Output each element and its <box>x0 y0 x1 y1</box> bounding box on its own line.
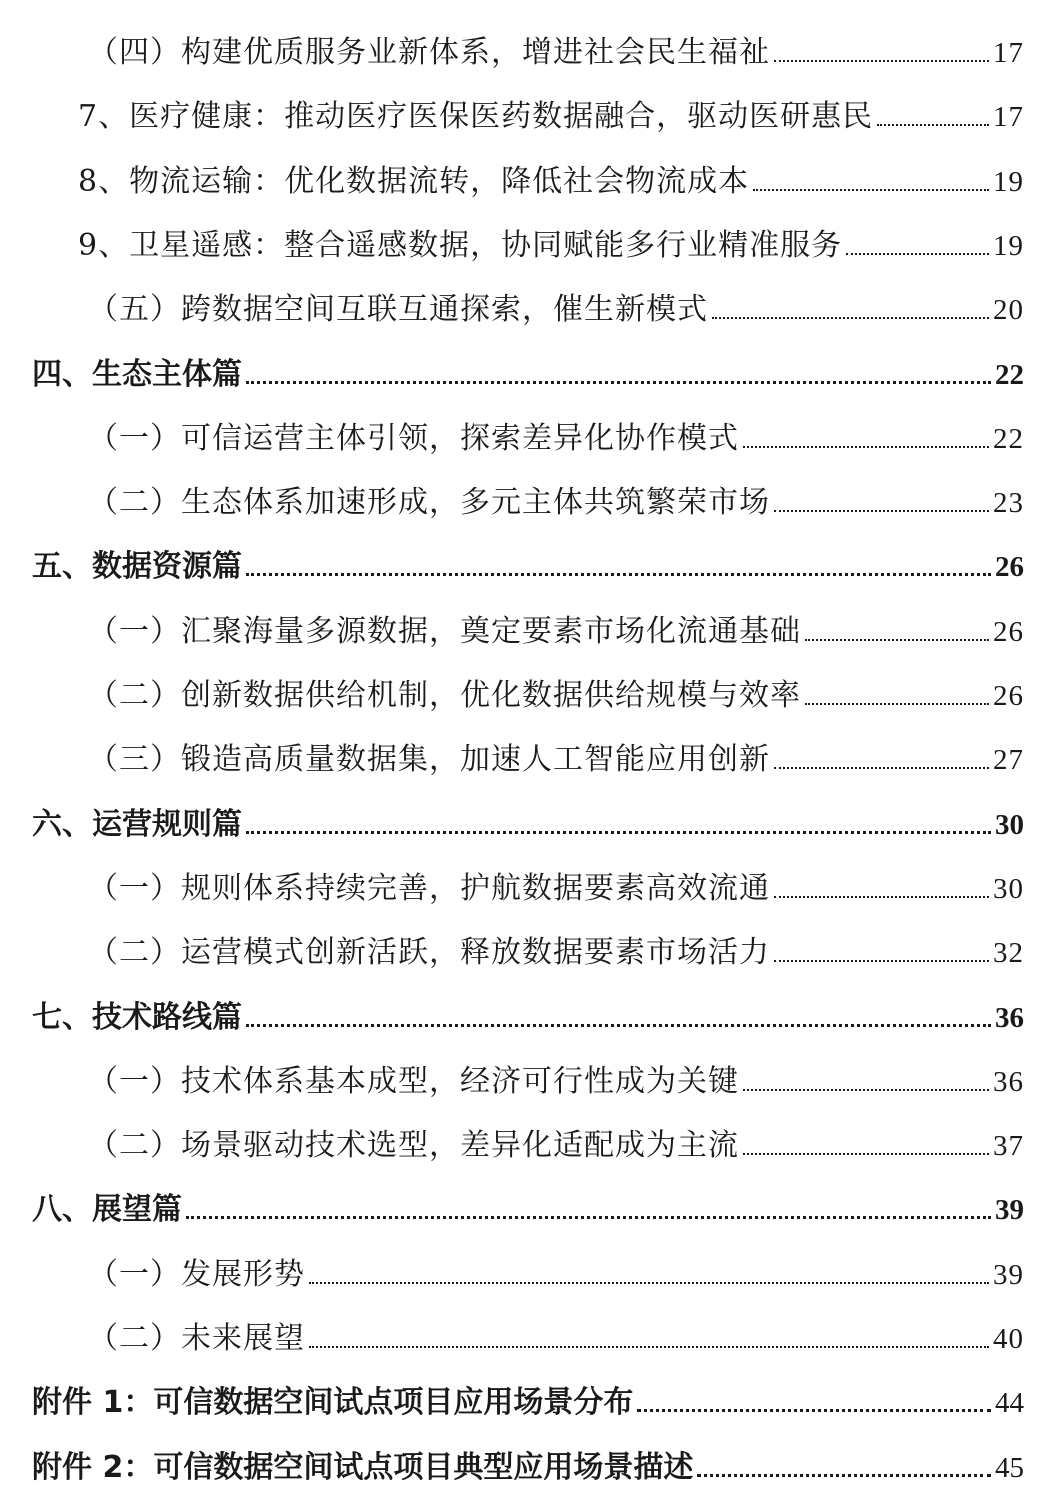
toc-entry-page-number: 19 <box>993 165 1024 198</box>
toc-entry-page-number: 23 <box>993 487 1024 520</box>
dot-leader <box>186 1216 991 1219</box>
toc-entry-page-number: 30 <box>995 808 1024 841</box>
toc-entry-title: （一）技术体系基本成型，经济可行性成为关键 <box>88 1063 739 1099</box>
toc-entry[interactable] <box>0 922 1024 971</box>
toc-entry-title: （四）构建优质服务业新体系，增进社会民生福祉 <box>88 35 770 70</box>
toc-entry[interactable] <box>0 151 1024 197</box>
toc-entry[interactable] <box>0 987 1024 1033</box>
toc-entry-page-number: 45 <box>995 1451 1024 1484</box>
toc-entry-page-number: 44 <box>995 1387 1024 1420</box>
toc-entry-title: 附件 2：可信数据空间试点项目典型应用场景描述 <box>32 1449 694 1485</box>
toc-entry[interactable] <box>0 1179 1024 1228</box>
toc-entry-title: 8、物流运输：优化数据流转，降低社会物流成本 <box>78 163 750 199</box>
dot-leader <box>309 1282 989 1284</box>
toc-entry-page-number: 26 <box>993 615 1024 648</box>
toc-entry[interactable] <box>0 1115 1024 1164</box>
dot-leader <box>774 510 989 512</box>
toc-entry[interactable] <box>0 601 1024 647</box>
toc-entry-page-number: 17 <box>993 37 1024 69</box>
toc-entry[interactable] <box>0 536 1024 585</box>
toc-entry-page-number: 26 <box>993 680 1024 712</box>
toc-entry[interactable] <box>0 858 1024 904</box>
toc-entry-title: 四、生态主体篇 <box>32 356 242 392</box>
toc-entry-page-number: 20 <box>993 294 1024 327</box>
toc-entry-page-number: 40 <box>993 1323 1024 1355</box>
dot-leader <box>774 767 989 769</box>
toc-entry-title: 7、医疗健康：推动医疗医保医药数据融合，驱动医研惠民 <box>78 99 874 135</box>
dot-leader <box>246 1024 991 1027</box>
toc-entry-page-number: 17 <box>993 101 1024 134</box>
dot-leader <box>246 381 991 384</box>
toc-entry[interactable] <box>0 344 1024 390</box>
toc-entry-title: （二）创新数据供给机制，优化数据供给规模与效率 <box>88 678 801 713</box>
toc-entry-title: （二）未来展望 <box>88 1321 305 1356</box>
toc-entry-page-number: 32 <box>993 937 1024 970</box>
toc-entry-title: 七、技术路线篇 <box>32 999 242 1035</box>
toc-entry-title: （一）发展形势 <box>88 1256 305 1292</box>
toc-entry-title: （二）生态体系加速形成，多元主体共筑繁荣市场 <box>88 485 770 521</box>
toc-entry-page-number: 19 <box>993 229 1024 262</box>
dot-leader <box>743 1089 989 1091</box>
dot-leader <box>712 317 989 319</box>
toc-entry-page-number: 37 <box>993 1130 1024 1163</box>
dot-leader <box>697 1474 991 1477</box>
toc-entry[interactable] <box>0 1437 1024 1483</box>
toc-entry-title: （一）可信运营主体引领，探索差异化协作模式 <box>88 420 739 456</box>
toc-entry-page-number: 22 <box>993 422 1024 455</box>
dot-leader <box>743 1153 989 1155</box>
toc-entry-title: 五、数据资源篇 <box>32 549 242 585</box>
toc-entry-title: 八、展望篇 <box>32 1192 182 1228</box>
toc-entry-page-number: 22 <box>995 358 1024 391</box>
toc-entry[interactable] <box>0 472 1024 521</box>
toc-entry[interactable] <box>0 22 1024 68</box>
dot-leader <box>246 573 991 576</box>
dot-leader <box>805 639 989 641</box>
dot-leader <box>753 189 989 191</box>
toc-entry-title: （三）锻造高质量数据集，加速人工智能应用创新 <box>88 742 770 778</box>
toc-entry-page-number: 36 <box>993 1065 1024 1098</box>
toc-entry-page-number: 39 <box>993 1258 1024 1291</box>
toc-entry-page-number: 27 <box>993 744 1024 777</box>
toc-entry[interactable] <box>0 665 1024 711</box>
toc-entry[interactable] <box>0 1051 1024 1097</box>
toc-entry[interactable] <box>0 408 1024 454</box>
dot-leader <box>246 831 991 834</box>
dot-leader <box>877 124 989 126</box>
toc-entry-title: （一）规则体系持续完善，护航数据要素高效流通 <box>88 870 770 906</box>
toc-entry-title: 9、卫星遥感：整合遥感数据，协同赋能多行业精准服务 <box>78 227 843 263</box>
toc-entry-title: （五）跨数据空间互联互通探索，催生新模式 <box>88 292 708 328</box>
toc-entry-page-number: 30 <box>993 872 1024 905</box>
dot-leader <box>637 1409 991 1412</box>
toc-entry[interactable] <box>0 215 1024 261</box>
dot-leader <box>846 253 989 255</box>
toc-entry-title: （一）汇聚海量多源数据，奠定要素市场化流通基础 <box>88 613 801 649</box>
toc-entry-page-number: 39 <box>995 1194 1024 1227</box>
dot-leader <box>774 896 989 898</box>
dot-leader <box>774 960 989 962</box>
toc-entry-title: 六、运营规则篇 <box>32 806 242 842</box>
dot-leader <box>743 446 989 448</box>
toc-entry[interactable] <box>0 1372 1024 1421</box>
toc-entry-page-number: 36 <box>995 1001 1024 1034</box>
toc-entry[interactable] <box>0 729 1024 778</box>
toc-entry-title: （二）场景驱动技术选型，差异化适配成为主流 <box>88 1128 739 1164</box>
toc-entry[interactable] <box>0 86 1024 135</box>
toc-entry[interactable] <box>0 1244 1024 1290</box>
toc-entry[interactable] <box>0 1308 1024 1354</box>
dot-leader <box>805 703 989 705</box>
toc-entry[interactable] <box>0 794 1024 840</box>
dot-leader <box>774 60 989 62</box>
toc-entry[interactable] <box>0 279 1024 328</box>
dot-leader <box>309 1346 989 1348</box>
toc-entry-title: 附件 1：可信数据空间试点项目应用场景分布 <box>32 1385 634 1421</box>
toc-entry-page-number: 26 <box>995 551 1024 584</box>
toc-entry-title: （二）运营模式创新活跃，释放数据要素市场活力 <box>88 935 770 971</box>
